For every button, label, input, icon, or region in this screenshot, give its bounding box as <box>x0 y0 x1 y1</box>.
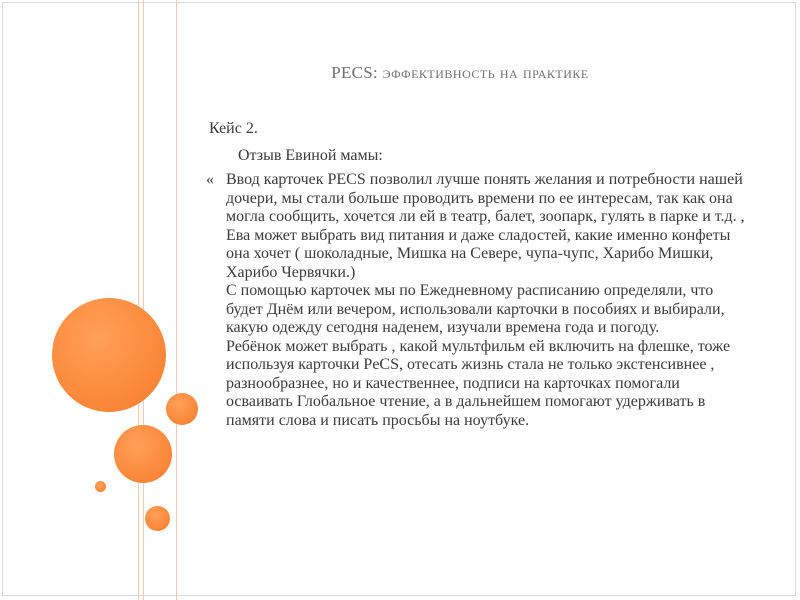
decorative-line-3 <box>176 0 177 600</box>
decorative-circle-large <box>52 298 166 412</box>
slide-title <box>190 63 730 83</box>
decorative-line-2 <box>143 0 144 600</box>
decorative-circle-tiny <box>95 481 106 492</box>
quote-mark: « <box>206 171 214 188</box>
slide-title-rest: эффективность на практике <box>382 63 589 82</box>
decorative-line-1 <box>138 0 139 600</box>
review-paragraph-2: С помощью карточек мы по Ежедневному расписанию определяли, что будет Днём или вечером, использовали карточки в пособиях и выбирали, какую одежду сегодня наденем, изучали времена года и погоду. <box>226 282 725 336</box>
review-paragraph-3: Ребёнок может выбрать , какой мультфильм ей включить на флешке, тоже используя карточки PeCS, отесать жизнь стала не только экстенсивнее , разнообразнее, но и качественнее, подписи на карточках помогали осваивать Глобальное чтение, а в дальнейшем помогают удерживать в памяти слова и писать просьбы на ноутбуке. <box>226 337 731 429</box>
case-label: Кейс 2. <box>209 120 258 137</box>
slide-title-main: PECS: <box>331 63 379 82</box>
review-label: Отзыв Евиной мамы: <box>238 147 383 164</box>
review-body <box>226 171 746 430</box>
decorative-circle-medium <box>114 425 172 483</box>
decorative-circle-small-1 <box>166 393 198 425</box>
decorative-circle-small-2 <box>145 506 170 531</box>
review-paragraph-1: Ввод карточек PECS позволил лучше понять желания и потребности нашей дочери, мы стали больше проводить времени по ее интересам, так как она могла сообщить, хочется ли ей в театр, балет, зоопарк, гулять в парке и т.д. , Ева может выбрать вид питания и даже сладостей, какие именно конфеты она хочет ( шоколадные, Мишка на Севере, чупа-чупс, Харибо Мишки, Харибо Червячки.) <box>226 171 745 281</box>
